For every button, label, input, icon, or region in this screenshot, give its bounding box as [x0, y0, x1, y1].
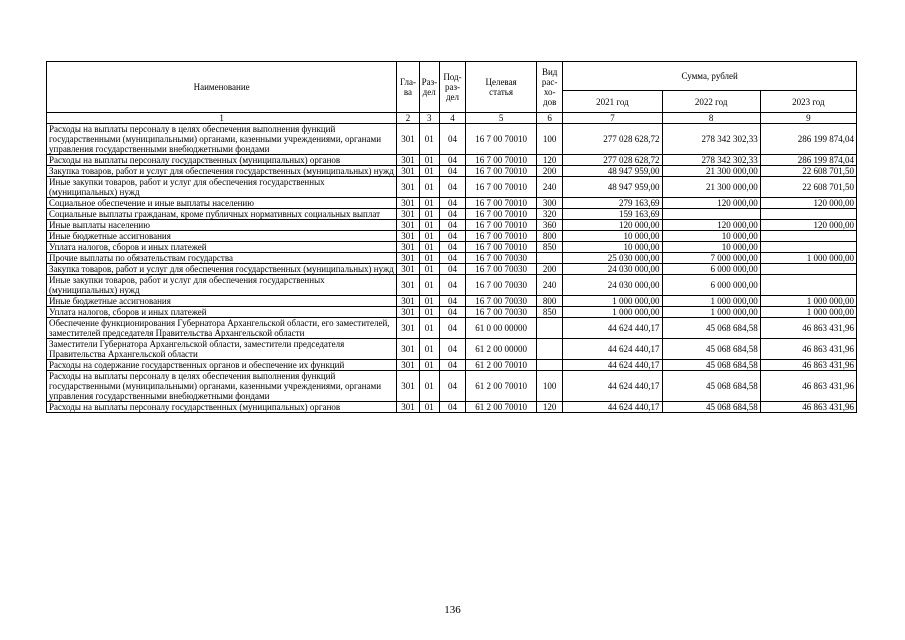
- row-vid: 240: [537, 275, 563, 296]
- row-target: 16 7 00 70030: [466, 307, 537, 318]
- row-vid: 200: [537, 166, 563, 177]
- header-razdel: Раз- дел: [419, 62, 439, 113]
- row-sum-2023: 46 863 431,96: [760, 402, 856, 413]
- row-name: Закупка товаров, работ и услуг для обеспечения государственных (муниципальных) нужд: [47, 264, 397, 275]
- row-vid: 300: [537, 198, 563, 209]
- row-name: Иные выплаты населению: [47, 220, 397, 231]
- row-sum-2023: 286 199 874,04: [760, 124, 856, 155]
- colnum: 8: [662, 113, 760, 124]
- header-year-2023: 2023 год: [760, 91, 856, 113]
- header-sum: Сумма, рублей: [563, 62, 857, 91]
- table-row: [47, 220, 857, 231]
- row-sum-2022: 278 342 302,33: [662, 124, 760, 155]
- table-body: [47, 124, 857, 413]
- row-razdel: 01: [419, 198, 439, 209]
- row-razdel: 01: [419, 177, 439, 198]
- row-sum-2021: 24 030 000,00: [563, 275, 662, 296]
- row-razdel: 01: [419, 253, 439, 264]
- row-razdel: 01: [419, 318, 439, 339]
- row-vid: 360: [537, 220, 563, 231]
- row-target: 16 7 00 70030: [466, 264, 537, 275]
- row-target: 61 2 00 00000: [466, 339, 537, 360]
- row-sum-2023: 1 000 000,00: [760, 296, 856, 307]
- row-sum-2023: 22 608 701,50: [760, 166, 856, 177]
- row-sum-2023: [760, 231, 856, 242]
- row-vid: 800: [537, 231, 563, 242]
- row-glava: 301: [397, 242, 419, 253]
- row-podrazdel: 04: [439, 402, 465, 413]
- table-row: [47, 124, 857, 155]
- row-glava: 301: [397, 264, 419, 275]
- row-sum-2022: 1 000 000,00: [662, 296, 760, 307]
- colnum: 6: [537, 113, 563, 124]
- row-target: 16 7 00 70010: [466, 198, 537, 209]
- row-sum-2023: [760, 242, 856, 253]
- row-glava: 301: [397, 124, 419, 155]
- row-name: Иные закупки товаров, работ и услуг для обеспечения государственных (муниципальных) нужд: [47, 275, 397, 296]
- row-sum-2022: 6 000 000,00: [662, 275, 760, 296]
- table-row: [47, 402, 857, 413]
- row-glava: 301: [397, 155, 419, 166]
- row-sum-2021: 48 947 959,00: [563, 177, 662, 198]
- row-sum-2021: 44 624 440,17: [563, 371, 662, 402]
- row-target: 16 7 00 70030: [466, 275, 537, 296]
- row-name: Заместители Губернатора Архангельской области, заместители председателя Правительства Архангельской области: [47, 339, 397, 360]
- row-sum-2022: 120 000,00: [662, 198, 760, 209]
- row-sum-2021: 44 624 440,17: [563, 402, 662, 413]
- colnum: 5: [466, 113, 537, 124]
- row-target: 16 7 00 70010: [466, 177, 537, 198]
- row-vid: 120: [537, 155, 563, 166]
- row-name: Расходы на выплаты персоналу в целях обеспечения выполнения функций государственными (муниципальными) органами, казенными учреждениями, органами управления государственными внебюджетными фондами: [47, 124, 397, 155]
- header-vid: Вид рас- хо- дов: [537, 62, 563, 113]
- table-row: [47, 166, 857, 177]
- row-glava: 301: [397, 209, 419, 220]
- row-sum-2023: 1 000 000,00: [760, 307, 856, 318]
- row-sum-2022: 1 000 000,00: [662, 307, 760, 318]
- row-sum-2023: 46 863 431,96: [760, 360, 856, 371]
- row-sum-2021: 1 000 000,00: [563, 307, 662, 318]
- row-glava: 301: [397, 231, 419, 242]
- row-glava: 301: [397, 275, 419, 296]
- row-name: Иные бюджетные ассигнования: [47, 231, 397, 242]
- row-podrazdel: 04: [439, 155, 465, 166]
- row-sum-2023: 1 000 000,00: [760, 253, 856, 264]
- colnum: 1: [47, 113, 397, 124]
- row-vid: 850: [537, 242, 563, 253]
- row-razdel: 01: [419, 371, 439, 402]
- row-sum-2023: [760, 209, 856, 220]
- page-number: 136: [444, 604, 461, 616]
- row-podrazdel: 04: [439, 198, 465, 209]
- row-sum-2021: 24 030 000,00: [563, 264, 662, 275]
- row-vid: 100: [537, 124, 563, 155]
- row-glava: 301: [397, 371, 419, 402]
- row-name: Закупка товаров, работ и услуг для обеспечения государственных (муниципальных) нужд: [47, 166, 397, 177]
- table-row: [47, 318, 857, 339]
- row-sum-2022: 45 068 684,58: [662, 339, 760, 360]
- table-row: [47, 296, 857, 307]
- row-target: 61 2 00 70010: [466, 360, 537, 371]
- row-glava: 301: [397, 339, 419, 360]
- colnum: 4: [439, 113, 465, 124]
- row-podrazdel: 04: [439, 166, 465, 177]
- row-glava: 301: [397, 177, 419, 198]
- row-sum-2021: 48 947 959,00: [563, 166, 662, 177]
- row-vid: [537, 360, 563, 371]
- row-glava: 301: [397, 166, 419, 177]
- row-sum-2023: 46 863 431,96: [760, 371, 856, 402]
- row-sum-2021: 120 000,00: [563, 220, 662, 231]
- row-vid: [537, 339, 563, 360]
- row-glava: 301: [397, 253, 419, 264]
- row-razdel: 01: [419, 339, 439, 360]
- row-target: 16 7 00 70010: [466, 242, 537, 253]
- table-row: [47, 155, 857, 166]
- row-name: Обеспечение функционирования Губернатора Архангельской области, его заместителей, заместителей председателя Правительства Архангельской области: [47, 318, 397, 339]
- row-razdel: 01: [419, 275, 439, 296]
- row-podrazdel: 04: [439, 242, 465, 253]
- row-podrazdel: 04: [439, 253, 465, 264]
- table-row: [47, 360, 857, 371]
- row-glava: 301: [397, 318, 419, 339]
- row-glava: 301: [397, 296, 419, 307]
- column-number-row: [47, 113, 857, 124]
- row-sum-2022: 7 000 000,00: [662, 253, 760, 264]
- row-razdel: 01: [419, 402, 439, 413]
- row-podrazdel: 04: [439, 296, 465, 307]
- header-year-2021: 2021 год: [563, 91, 662, 113]
- row-name: Расходы на содержание государственных органов и обеспечение их функций: [47, 360, 397, 371]
- row-name: Уплата налогов, сборов и иных платежей: [47, 242, 397, 253]
- table-row: [47, 264, 857, 275]
- row-razdel: 01: [419, 296, 439, 307]
- table-row: [47, 231, 857, 242]
- header-glava: Гла- ва: [397, 62, 419, 113]
- budget-table: [46, 61, 857, 413]
- row-name: Расходы на выплаты персоналу в целях обеспечения выполнения функций государственными (муниципальными) органами, казенными учреждениями, органами управления государственными внебюджетными фондами: [47, 371, 397, 402]
- row-sum-2021: 277 028 628,72: [563, 124, 662, 155]
- row-target: 16 7 00 70010: [466, 209, 537, 220]
- row-target: 61 2 00 70010: [466, 371, 537, 402]
- row-sum-2023: 120 000,00: [760, 198, 856, 209]
- row-glava: 301: [397, 402, 419, 413]
- row-razdel: 01: [419, 360, 439, 371]
- row-podrazdel: 04: [439, 275, 465, 296]
- row-sum-2022: 45 068 684,58: [662, 371, 760, 402]
- row-sum-2022: 120 000,00: [662, 220, 760, 231]
- row-sum-2022: 10 000,00: [662, 231, 760, 242]
- row-razdel: 01: [419, 220, 439, 231]
- row-sum-2023: 22 608 701,50: [760, 177, 856, 198]
- row-sum-2023: [760, 275, 856, 296]
- table-row: [47, 253, 857, 264]
- row-sum-2022: 21 300 000,00: [662, 166, 760, 177]
- header-name: Наименование: [47, 62, 397, 113]
- row-sum-2021: 44 624 440,17: [563, 360, 662, 371]
- row-vid: 120: [537, 402, 563, 413]
- row-vid: [537, 253, 563, 264]
- row-podrazdel: 04: [439, 264, 465, 275]
- row-vid: 200: [537, 264, 563, 275]
- row-sum-2022: 21 300 000,00: [662, 177, 760, 198]
- row-sum-2021: 277 028 628,72: [563, 155, 662, 166]
- row-sum-2021: 159 163,69: [563, 209, 662, 220]
- table-row: [47, 339, 857, 360]
- row-sum-2022: 45 068 684,58: [662, 318, 760, 339]
- row-podrazdel: 04: [439, 177, 465, 198]
- row-vid: 240: [537, 177, 563, 198]
- row-sum-2022: [662, 209, 760, 220]
- row-podrazdel: 04: [439, 220, 465, 231]
- row-podrazdel: 04: [439, 231, 465, 242]
- row-sum-2021: 44 624 440,17: [563, 318, 662, 339]
- row-sum-2022: 10 000,00: [662, 242, 760, 253]
- colnum: 9: [760, 113, 856, 124]
- table-row: [47, 275, 857, 296]
- table-row: [47, 307, 857, 318]
- row-name: Прочие выплаты по обязательствам государства: [47, 253, 397, 264]
- row-sum-2023: 120 000,00: [760, 220, 856, 231]
- row-vid: 320: [537, 209, 563, 220]
- row-vid: 800: [537, 296, 563, 307]
- row-target: 16 7 00 70010: [466, 231, 537, 242]
- row-sum-2022: 45 068 684,58: [662, 402, 760, 413]
- row-glava: 301: [397, 307, 419, 318]
- table-row: [47, 242, 857, 253]
- header-year-2022: 2022 год: [662, 91, 760, 113]
- row-name: Расходы на выплаты персоналу государственных (муниципальных) органов: [47, 402, 397, 413]
- header-target: Целевая статья: [466, 62, 537, 113]
- row-vid: 850: [537, 307, 563, 318]
- row-razdel: 01: [419, 264, 439, 275]
- row-razdel: 01: [419, 155, 439, 166]
- row-razdel: 01: [419, 124, 439, 155]
- row-target: 16 7 00 70010: [466, 155, 537, 166]
- row-vid: [537, 318, 563, 339]
- colnum: 2: [397, 113, 419, 124]
- row-sum-2023: [760, 264, 856, 275]
- row-target: 16 7 00 70030: [466, 253, 537, 264]
- colnum: 3: [419, 113, 439, 124]
- row-sum-2023: 46 863 431,96: [760, 339, 856, 360]
- row-target: 61 2 00 70010: [466, 402, 537, 413]
- row-name: Иные бюджетные ассигнования: [47, 296, 397, 307]
- row-sum-2023: 46 863 431,96: [760, 318, 856, 339]
- table-row: [47, 209, 857, 220]
- row-target: 61 0 00 00000: [466, 318, 537, 339]
- row-target: 16 7 00 70010: [466, 220, 537, 231]
- table-row: [47, 371, 857, 402]
- row-sum-2022: 45 068 684,58: [662, 360, 760, 371]
- table-row: [47, 198, 857, 209]
- row-podrazdel: 04: [439, 209, 465, 220]
- row-podrazdel: 04: [439, 339, 465, 360]
- row-name: Расходы на выплаты персоналу государственных (муниципальных) органов: [47, 155, 397, 166]
- row-vid: 100: [537, 371, 563, 402]
- colnum: 7: [563, 113, 662, 124]
- row-sum-2022: 6 000 000,00: [662, 264, 760, 275]
- row-sum-2022: 278 342 302,33: [662, 155, 760, 166]
- row-razdel: 01: [419, 242, 439, 253]
- row-razdel: 01: [419, 209, 439, 220]
- row-target: 16 7 00 70010: [466, 124, 537, 155]
- row-target: 16 7 00 70030: [466, 296, 537, 307]
- row-name: Иные закупки товаров, работ и услуг для обеспечения государственных (муниципальных) нужд: [47, 177, 397, 198]
- row-glava: 301: [397, 360, 419, 371]
- header-podrazdel: Под- раз- дел: [439, 62, 465, 113]
- row-podrazdel: 04: [439, 360, 465, 371]
- row-glava: 301: [397, 198, 419, 209]
- row-sum-2021: 44 624 440,17: [563, 339, 662, 360]
- row-sum-2021: 10 000,00: [563, 242, 662, 253]
- row-razdel: 01: [419, 166, 439, 177]
- row-razdel: 01: [419, 231, 439, 242]
- table-row: [47, 177, 857, 198]
- row-sum-2021: 1 000 000,00: [563, 296, 662, 307]
- header-row-top: [47, 62, 857, 91]
- row-name: Социальное обеспечение и иные выплаты населению: [47, 198, 397, 209]
- row-razdel: 01: [419, 307, 439, 318]
- row-target: 16 7 00 70010: [466, 166, 537, 177]
- row-podrazdel: 04: [439, 307, 465, 318]
- row-sum-2021: 279 163,69: [563, 198, 662, 209]
- row-podrazdel: 04: [439, 124, 465, 155]
- row-name: Социальные выплаты гражданам, кроме публичных нормативных социальных выплат: [47, 209, 397, 220]
- row-podrazdel: 04: [439, 371, 465, 402]
- row-sum-2023: 286 199 874,04: [760, 155, 856, 166]
- row-name: Уплата налогов, сборов и иных платежей: [47, 307, 397, 318]
- row-sum-2021: 25 030 000,00: [563, 253, 662, 264]
- row-glava: 301: [397, 220, 419, 231]
- row-podrazdel: 04: [439, 318, 465, 339]
- row-sum-2021: 10 000,00: [563, 231, 662, 242]
